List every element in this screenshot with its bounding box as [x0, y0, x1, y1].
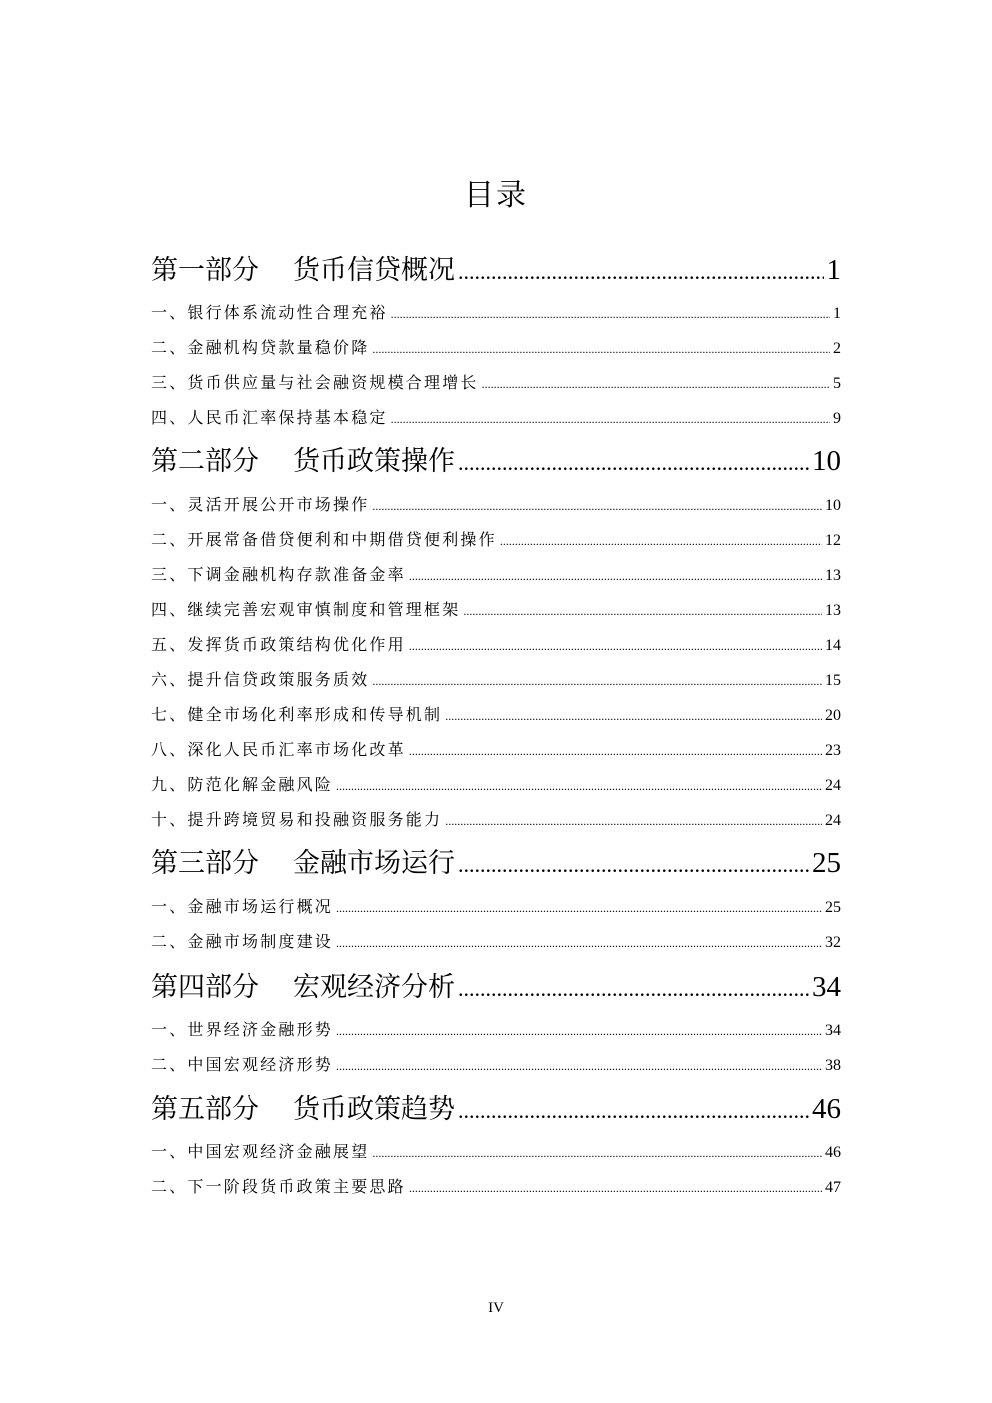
toc-page-number: 25 [825, 899, 841, 916]
toc-page-number: 10 [812, 445, 841, 477]
toc-page-number: 34 [825, 1022, 841, 1039]
toc-page-number: 2 [833, 340, 841, 357]
dot-leader [500, 534, 822, 549]
toc-page-number: 25 [812, 847, 841, 879]
toc-section-entry [151, 493, 841, 517]
dot-leader [391, 412, 830, 427]
toc-page-number: 13 [825, 602, 841, 619]
toc-page-number: 9 [833, 410, 841, 427]
toc-part-label [151, 251, 455, 291]
dot-leader [372, 342, 830, 357]
toc-part-label [151, 1090, 455, 1130]
toc-section-label: 一、金融市场运行概况 [151, 897, 334, 916]
toc-page-number: 47 [825, 1179, 841, 1196]
toc-section-entry [151, 668, 841, 692]
toc-page-number: 23 [825, 742, 841, 759]
toc-section-entry [151, 563, 841, 587]
toc-page-number: 1 [833, 305, 841, 322]
dot-leader [336, 901, 822, 916]
dot-leader [336, 936, 822, 951]
toc-page-number: 13 [825, 567, 841, 584]
toc-part-label [151, 968, 455, 1008]
toc-section-label: 二、金融机构贷款量稳价降 [151, 338, 370, 357]
toc-part-number: 第五部分 [151, 1094, 259, 1125]
toc-section-label: 九、防范化解金融风险 [151, 775, 334, 794]
dot-leader [336, 1059, 822, 1074]
toc-page-number: 38 [825, 1057, 841, 1074]
toc-part-number: 第三部分 [151, 848, 259, 879]
dot-leader [336, 779, 822, 794]
toc-section-entry [151, 703, 841, 727]
dot-leader [409, 639, 822, 654]
toc-part-label [151, 442, 455, 482]
toc-section-label: 十、提升跨境贸易和投融资服务能力 [151, 810, 443, 829]
toc-section-label: 三、货币供应量与社会融资规模合理增长 [151, 373, 479, 392]
toc-section-label: 三、下调金融机构存款准备金率 [151, 565, 406, 584]
toc-section-label: 二、中国宏观经济形势 [151, 1055, 334, 1074]
dot-leader [445, 709, 822, 724]
toc-section-entry [151, 1018, 841, 1042]
toc-section-label: 一、世界经济金融形势 [151, 1020, 334, 1039]
dot-leader [458, 259, 824, 285]
toc-page-number: 10 [825, 497, 841, 514]
toc-section-entry [151, 528, 841, 552]
toc-section-label: 一、银行体系流动性合理充裕 [151, 303, 388, 322]
toc-section-label: 一、灵活开展公开市场操作 [151, 495, 370, 514]
dot-leader [372, 674, 822, 689]
dot-leader [458, 1098, 809, 1124]
toc-page-number: 34 [812, 971, 841, 1003]
toc-page-number: 1 [826, 254, 841, 286]
dot-leader [482, 377, 830, 392]
toc-section-entry [151, 738, 841, 762]
toc-section-label: 二、金融市场制度建设 [151, 932, 334, 951]
toc-part-title: 宏观经济分析 [293, 972, 455, 1003]
dot-leader [336, 1024, 822, 1039]
toc-section-entry [151, 1053, 841, 1077]
toc-part-number: 第二部分 [151, 446, 259, 477]
dot-leader [409, 569, 822, 584]
toc-section-label: 六、提升信贷政策服务质效 [151, 670, 370, 689]
toc-part-title: 金融市场运行 [293, 848, 455, 879]
toc-page-number: 20 [825, 707, 841, 724]
toc-section-entry [151, 1175, 841, 1199]
toc-section-entry [151, 336, 841, 360]
toc-section-entry [151, 406, 841, 430]
toc-section-label: 五、发挥货币政策结构优化作用 [151, 635, 406, 654]
toc-section-label: 二、下一阶段货币政策主要思路 [151, 1177, 406, 1196]
toc-section-entry [151, 633, 841, 657]
toc-section-label: 一、中国宏观经济金融展望 [151, 1142, 370, 1161]
toc-page-number: 24 [825, 777, 841, 794]
dot-leader [463, 604, 822, 619]
toc-part-number: 第一部分 [151, 255, 259, 286]
dot-leader [372, 1146, 822, 1161]
toc-page-number: 14 [825, 637, 841, 654]
toc-section-label: 七、健全市场化利率形成和传导机制 [151, 705, 443, 724]
toc-section-label: 四、继续完善宏观审慎制度和管理框架 [151, 600, 461, 619]
toc-part-entry [151, 1089, 841, 1129]
toc-page-number: 12 [825, 532, 841, 549]
dot-leader [409, 1181, 822, 1196]
toc-page-number: 46 [812, 1093, 841, 1125]
dot-leader [458, 976, 809, 1002]
toc-section-entry [151, 930, 841, 954]
toc-part-entry [151, 441, 841, 481]
toc-page-number: 32 [825, 934, 841, 951]
toc-section-label: 二、开展常备借贷便利和中期借贷便利操作 [151, 530, 497, 549]
dot-leader [372, 499, 822, 514]
toc-part-title: 货币政策趋势 [293, 1094, 455, 1125]
toc-section-entry [151, 1140, 841, 1164]
toc-page-number: 5 [833, 375, 841, 392]
toc-page-number: 46 [825, 1144, 841, 1161]
dot-leader [458, 450, 809, 476]
toc-section-label: 四、人民币汇率保持基本稳定 [151, 408, 388, 427]
dot-leader [391, 307, 830, 322]
toc-section-entry [151, 808, 841, 832]
page-number: IV [488, 1300, 504, 1316]
toc-part-entry [151, 843, 841, 883]
toc-part-title: 货币政策操作 [293, 446, 455, 477]
toc-part-title: 货币信贷概况 [293, 255, 455, 286]
toc-section-entry [151, 598, 841, 622]
toc-section-label: 八、深化人民币汇率市场化改革 [151, 740, 406, 759]
toc-title: 目录 [464, 178, 528, 213]
dot-leader [458, 852, 809, 878]
toc-part-entry [151, 967, 841, 1007]
toc-part-entry [151, 250, 841, 290]
toc-page-number: 15 [825, 672, 841, 689]
toc-section-entry [151, 895, 841, 919]
dot-leader [409, 744, 822, 759]
toc-section-entry [151, 773, 841, 797]
toc-section-entry [151, 371, 841, 395]
toc-section-entry [151, 301, 841, 325]
toc-part-number: 第四部分 [151, 972, 259, 1003]
toc-part-label [151, 844, 455, 884]
dot-leader [445, 814, 822, 829]
toc-page-number: 24 [825, 812, 841, 829]
